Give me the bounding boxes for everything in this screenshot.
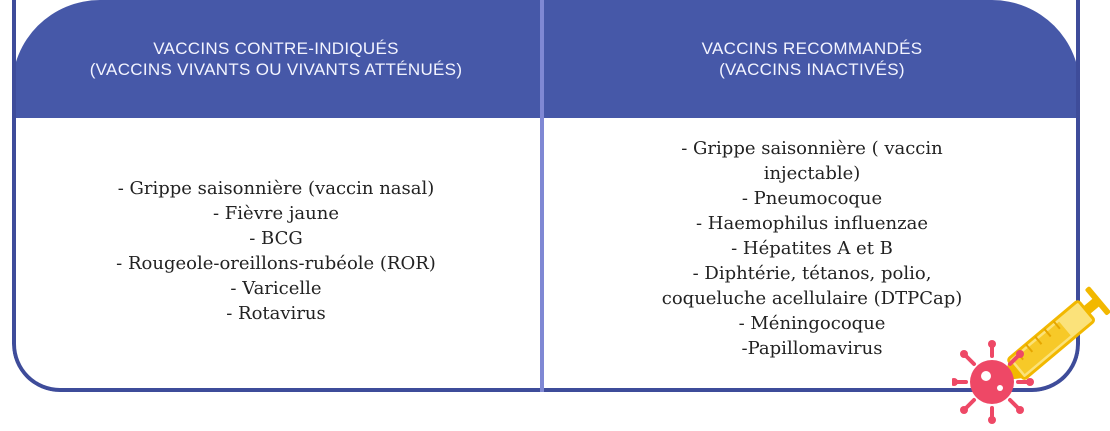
header-contraindicated bbox=[12, 38, 540, 80]
list-item: - Grippe saisonnière (vaccin nasal) bbox=[117, 178, 435, 199]
header-left-subtitle: (VACCINS VIVANTS OU VIVANTS ATTÉNUÉS) bbox=[89, 60, 463, 79]
vaccine-table bbox=[12, 0, 1080, 392]
list-item: - Rotavirus bbox=[226, 303, 326, 324]
list-item: - Grippe saisonnière ( vaccin injectable) bbox=[681, 138, 943, 184]
header-left-title: VACCINS CONTRE-INDIQUÉS bbox=[153, 39, 399, 58]
header-recommended bbox=[544, 38, 1080, 80]
list-item: - Haemophilus influenzae bbox=[695, 213, 929, 234]
header-right-subtitle: (VACCINS INACTIVÉS) bbox=[719, 60, 905, 79]
list-item: - Fièvre jaune bbox=[213, 203, 339, 224]
contraindicated-list bbox=[12, 176, 540, 326]
list-item: - Pneumocoque bbox=[741, 188, 883, 209]
list-item: -Papillomavirus bbox=[741, 338, 883, 359]
list-item: - BCG bbox=[249, 228, 303, 249]
list-item: - Diphtérie, tétanos, polio, coqueluche acellulaire (DTPCap) bbox=[661, 263, 963, 309]
header-right-title: VACCINS RECOMMANDÉS bbox=[701, 39, 923, 58]
list-item: - Hépatites A et B bbox=[731, 238, 893, 259]
virus-icon bbox=[952, 340, 1034, 424]
list-item: - Varicelle bbox=[230, 278, 322, 299]
list-item: - Méningocoque bbox=[738, 313, 886, 334]
syringe-icon bbox=[952, 278, 1110, 426]
list-item: - Rougeole-oreillons-rubéole (ROR) bbox=[116, 253, 436, 274]
